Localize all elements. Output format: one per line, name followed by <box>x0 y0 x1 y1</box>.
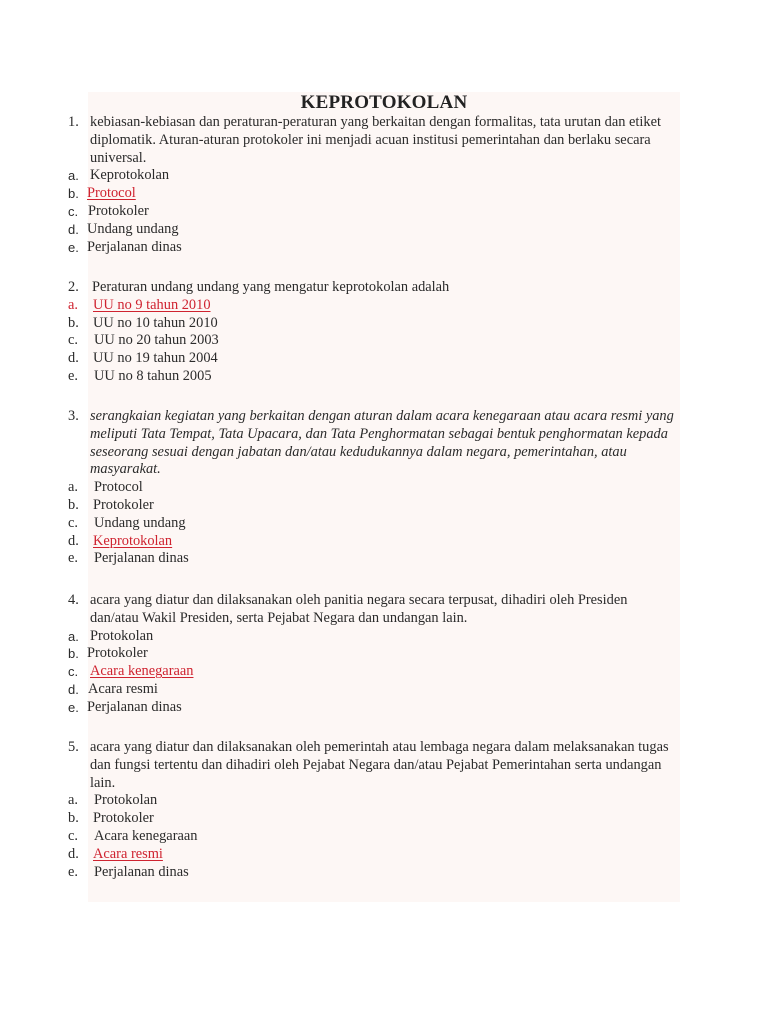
question-stem <box>68 739 688 792</box>
option-label: b. <box>68 496 79 513</box>
option-b <box>68 497 688 515</box>
question-stem <box>68 279 688 297</box>
option-d <box>68 350 688 368</box>
option-e <box>68 550 688 568</box>
option-label: d. <box>68 845 79 862</box>
option-text: Perjalanan dinas <box>94 550 189 567</box>
option-e <box>68 368 688 386</box>
option-text: Acara resmi <box>93 845 163 862</box>
option-text: UU no 9 tahun 2010 <box>93 296 211 313</box>
option-label: d. <box>68 681 79 697</box>
option-d-correct <box>68 533 688 551</box>
option-label: a. <box>68 479 78 496</box>
option-label: a. <box>68 296 78 313</box>
question-stem <box>68 408 688 479</box>
option-a <box>68 167 688 185</box>
option-label: d. <box>68 532 79 549</box>
option-label: e. <box>68 239 79 255</box>
option-text: Protokoler <box>88 202 149 219</box>
question-text: acara yang diatur dan dilaksanakan oleh pemerintah atau lembaga negara dalam melaksanakan tugas dan fungsi tertentu dan dihadiri oleh Pejabat Negara dan/atau Pejabat Pemerintahan serta undangan lain. <box>90 739 669 791</box>
option-text: Protocol <box>94 479 143 496</box>
question-5 <box>68 739 688 881</box>
option-text: Perjalanan dinas <box>87 698 182 715</box>
option-text: Acara kenegaraan <box>90 663 194 680</box>
option-text: Protokoler <box>93 810 154 827</box>
option-label: d. <box>68 350 79 367</box>
option-d <box>68 221 688 239</box>
option-text: Acara kenegaraan <box>94 827 198 844</box>
option-text: Undang undang <box>94 514 186 531</box>
option-text: Keprotokolan <box>90 167 170 184</box>
question-text: kebiasan-kebiasan dan peraturan-peraturan yang berkaitan dengan formalitas, tata urutan dan etiket diplomatik. Aturan-aturan protokoler ini menjadi acuan institusi pemerintahan dan berlaku secara universal. <box>90 114 661 166</box>
option-c <box>68 332 688 350</box>
question-stem <box>68 114 688 167</box>
option-c <box>68 828 688 846</box>
option-label: b. <box>68 810 79 827</box>
option-label: a. <box>68 792 78 809</box>
question-number: 1. <box>68 114 79 130</box>
option-label: c. <box>68 332 78 349</box>
question-text: acara yang diatur dan dilaksanakan oleh panitia negara secara terpusat, dihadiri oleh Presiden dan/atau Wakil Presiden, serta Pejabat Negara dan undangan lain. <box>90 592 628 626</box>
option-label: b. <box>68 314 79 331</box>
option-label: b. <box>68 186 79 202</box>
option-label: e. <box>68 367 78 384</box>
option-text: Protocol <box>87 185 136 202</box>
option-label: e. <box>68 550 78 567</box>
question-number: 3. <box>68 408 79 424</box>
option-e <box>68 239 688 257</box>
option-label: a. <box>68 168 79 184</box>
question-4 <box>68 592 688 717</box>
question-number: 5. <box>68 739 79 755</box>
option-b <box>68 315 688 333</box>
question-number: 2. <box>68 279 79 295</box>
option-text: UU no 19 tahun 2004 <box>93 350 218 367</box>
option-text: UU no 10 tahun 2010 <box>93 314 218 331</box>
option-a-correct <box>68 297 688 315</box>
option-d <box>68 681 688 699</box>
option-text: Protokoler <box>87 645 148 662</box>
question-text: serangkaian kegiatan yang berkaitan dengan aturan dalam acara kenegaraan atau acara resmi yang meliputi Tata Tempat, Tata Upacara, dan Tata Penghormatan sebagai bentuk penghormatan kepada seseorang sesuai dengan jabatan dan/atau kedudukannya dalam negara, pemerintahan, atau masyarakat. <box>90 408 674 478</box>
option-label: a. <box>68 628 79 644</box>
option-c <box>68 515 688 533</box>
question-text: Peraturan undang undang yang mengatur keprotokolan adalah <box>92 279 450 295</box>
question-1 <box>68 114 688 256</box>
question-stem <box>68 592 688 628</box>
question-number: 4. <box>68 592 79 608</box>
question-3 <box>68 408 688 568</box>
option-text: UU no 20 tahun 2003 <box>94 332 219 349</box>
option-b <box>68 810 688 828</box>
option-label: c. <box>68 514 78 531</box>
option-c-correct <box>68 663 688 681</box>
option-text: Perjalanan dinas <box>94 863 189 880</box>
option-label: e. <box>68 863 78 880</box>
option-d-correct <box>68 846 688 864</box>
option-e <box>68 699 688 717</box>
option-label: c. <box>68 664 79 680</box>
option-label: d. <box>68 221 79 237</box>
option-label: e. <box>68 699 79 715</box>
option-text: Acara resmi <box>88 680 158 697</box>
option-a <box>68 792 688 810</box>
option-label: c. <box>68 827 78 844</box>
option-text: Protokolan <box>94 792 158 809</box>
option-text: Protokolan <box>90 627 154 644</box>
option-b-correct <box>68 185 688 203</box>
option-e <box>68 864 688 882</box>
option-text: Perjalanan dinas <box>87 238 182 255</box>
option-text: UU no 8 tahun 2005 <box>94 367 212 384</box>
option-a <box>68 479 688 497</box>
option-text: Keprotokolan <box>93 532 173 549</box>
option-text: Protokoler <box>93 496 154 513</box>
question-2 <box>68 279 688 386</box>
option-label: c. <box>68 203 79 219</box>
option-a <box>68 628 688 646</box>
document-title: KEPROTOKOLAN <box>300 92 468 113</box>
option-label: b. <box>68 646 79 662</box>
option-b <box>68 645 688 663</box>
option-c <box>68 203 688 221</box>
option-text: Undang undang <box>87 220 179 237</box>
